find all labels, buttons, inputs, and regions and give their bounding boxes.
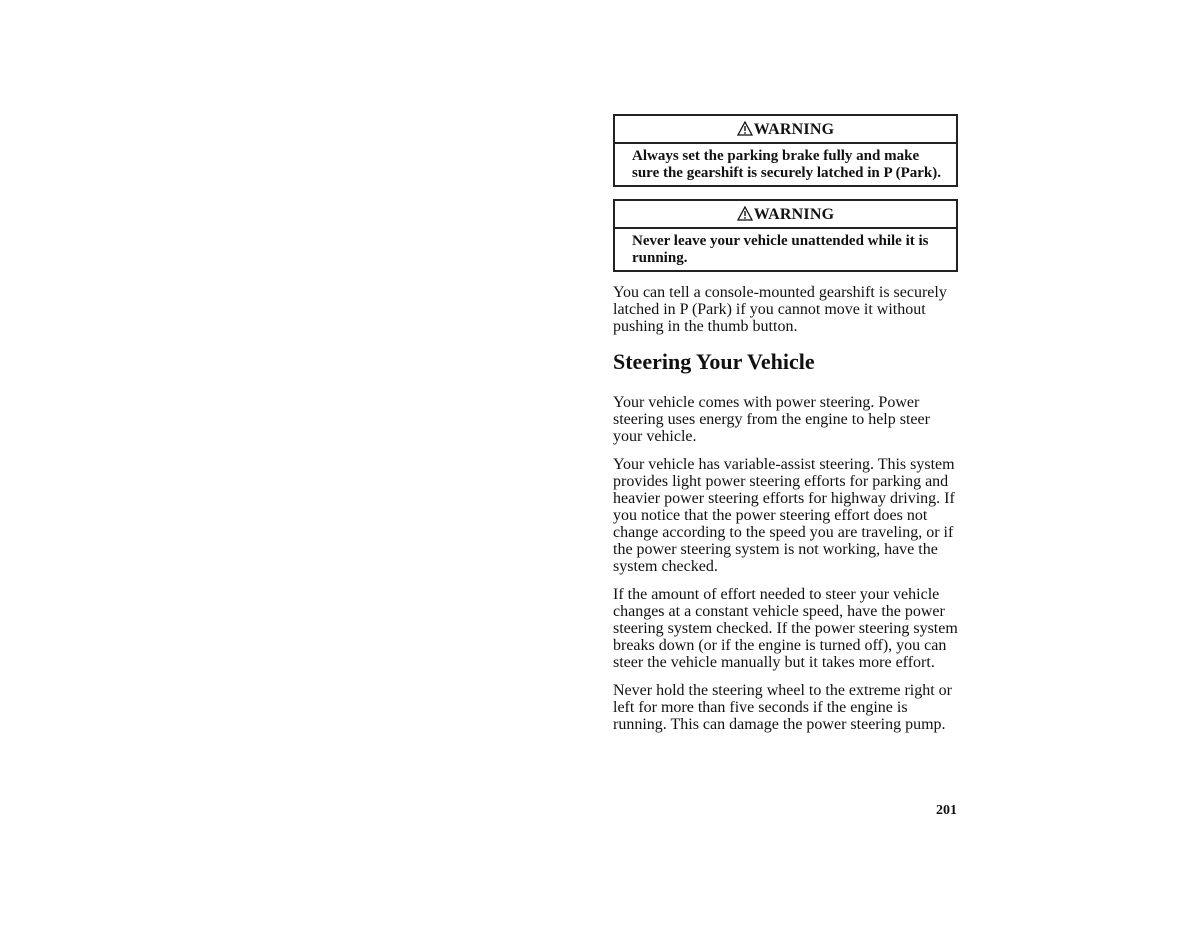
body-paragraph: Your vehicle has variable-assist steering. This system provides light power steering efforts for parking and heavier power steering efforts for highway driving. If you notice that the power steering effort does not change according to the speed you are traveling, or if the power steering system is not working, have the system checked.	[613, 456, 955, 575]
warning-label: WARNING	[753, 121, 835, 138]
body-paragraph: Never hold the steering wheel to the extreme right or left for more than five seconds if the engine is running. This can damage the power steering pump.	[613, 682, 952, 733]
warning-triangle-icon	[737, 118, 753, 146]
warning-text: Always set the parking brake fully and make sure the gearshift is securely latched in P (Park).	[632, 148, 941, 181]
page-column	[613, 114, 958, 744]
body-paragraph: Your vehicle comes with power steering. Power steering uses energy from the engine to help steer your vehicle.	[613, 394, 930, 445]
section-title: Steering Your Vehicle	[613, 349, 815, 374]
warning-text: Never leave your vehicle unattended while it is running.	[632, 233, 929, 266]
warning-box-unattended	[613, 199, 958, 272]
warning-header	[615, 201, 956, 229]
warning-label: WARNING	[753, 206, 835, 223]
intro-paragraph: You can tell a console-mounted gearshift is securely latched in P (Park) if you cannot move it without pushing in the thumb button.	[613, 284, 947, 335]
warning-header	[615, 116, 956, 144]
page-number: 201	[936, 803, 957, 818]
body-paragraph: If the amount of effort needed to steer your vehicle changes at a constant vehicle speed, have the power steering system checked. If the power steering system breaks down (or if the engine is turned off), you can steer the vehicle manually but it takes more effort.	[613, 586, 958, 671]
warning-triangle-icon	[737, 203, 753, 231]
warning-box-parking-brake	[613, 114, 958, 187]
